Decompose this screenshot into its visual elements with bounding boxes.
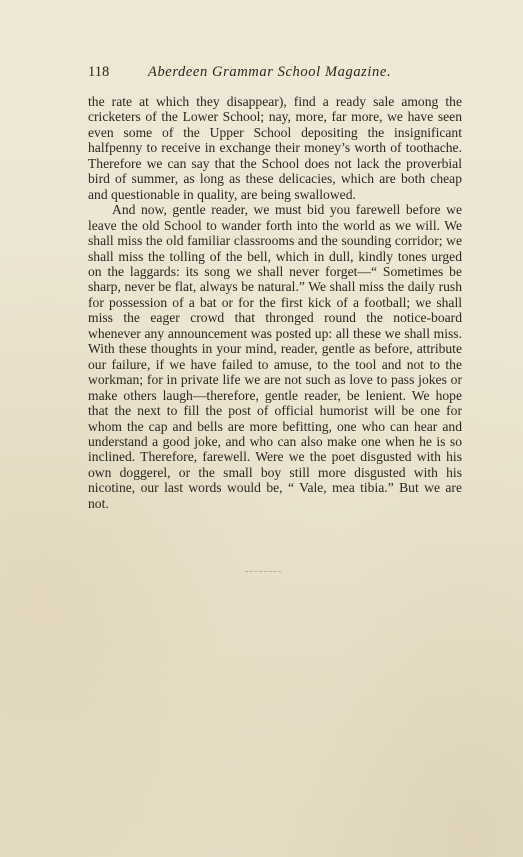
paragraph-farewell: And now, gentle reader, we must bid you farewell before we leave the old School to wander forth into the world as we will. We shall miss the old familiar classrooms and the sounding corridor; we shall miss the tolling of the bell, which in dull, kindly tones urged on the laggards: its song we shall never forget—“ Sometimes be sharp, never be flat, always be natural.” We shall miss the daily rush for possession of a bat or for the first kick of a football; we shall miss the eager crowd that thronged round the notice-board whenever any announcement was posted up: all these we shall miss. With these thoughts in your mind, reader, gentle as before, attribute our failure, if we have failed to amuse, to the tool and not to the workman; for in private life we are not such as love to pass jokes or make others laugh—therefore, gentle reader, be lenient. We hope that the next to fill the post of official humorist will be one for whom the cap and bells are more befitting, one who can hear and understand a good joke, and who can also make one when he is so inclined. Therefore, farewell. Were we the poet disgusted with his own doggerel, or the small boy still more disgusted with his nicotine, our last words would be, “ Vale, mea tibia.” But we are not. — [88, 202, 462, 511]
paragraph-continuation: the rate at which they disappear), find a ready sale among the cricketers of the Lower School; nay, more, far more, we have seen even some of the Upper School depositing the insignificant halfpenny to receive in exchange their money’s worth of toothache. Therefore we can say that the School does not lack the proverbial bird of summer, as long as these delicacies, which are both cheap and questionable in quality, are being swallowed. — [88, 94, 462, 202]
article-body — [88, 94, 462, 511]
page-number: 118 — [88, 64, 110, 80]
running-title: Aberdeen Grammar School Magazine. — [148, 64, 392, 80]
end-rule — [245, 571, 281, 572]
page-header — [88, 64, 462, 86]
